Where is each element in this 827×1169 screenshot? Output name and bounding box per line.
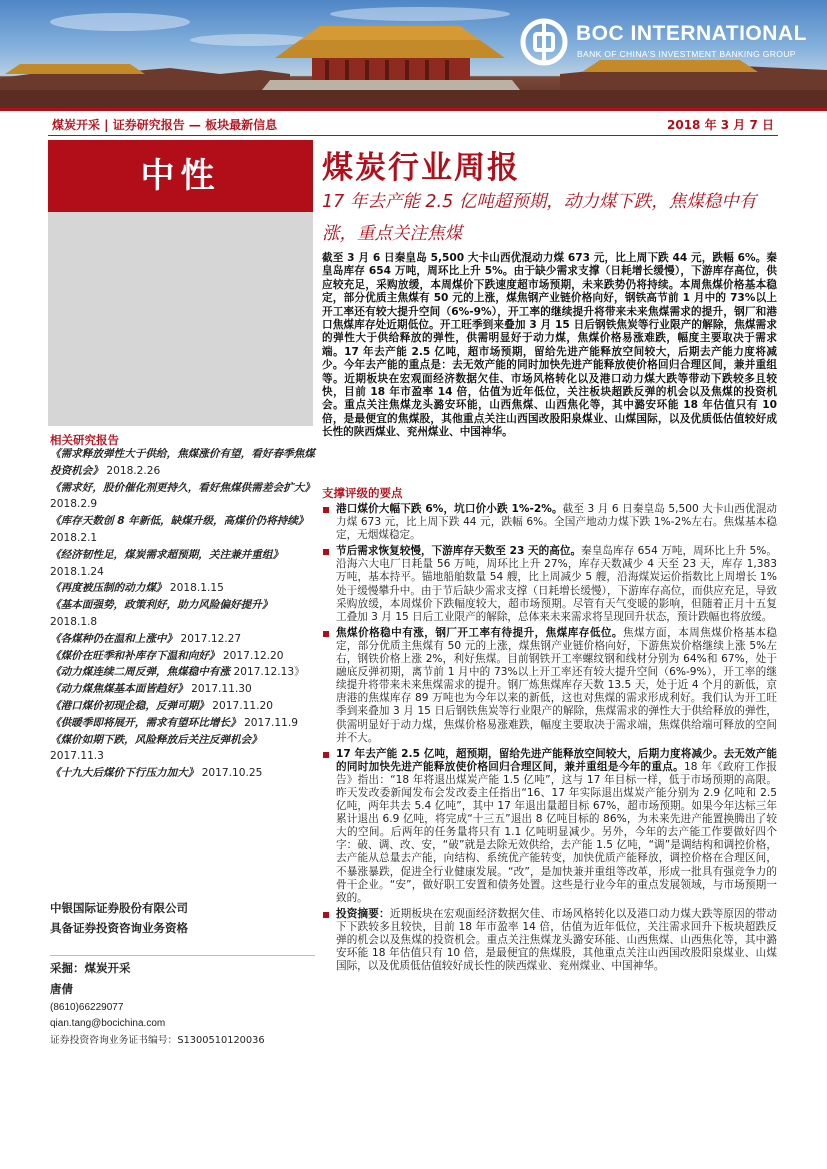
related-report-item[interactable] xyxy=(50,648,318,665)
header-divider xyxy=(0,108,827,111)
key-point-lead: 焦煤价格稳中有涨，钢厂开工率有待提升，焦煤库存低位。 xyxy=(336,626,623,639)
related-report-item[interactable] xyxy=(50,765,318,782)
related-report-title: 《动力煤焦煤基本面皆趋好》 xyxy=(50,683,188,696)
key-point-lead: 港口煤价大幅下跌 6%，坑口价小跌 1%-2%。 xyxy=(336,503,563,515)
related-report-title: 《动力煤连续二周反弹，焦煤稳中有涨 xyxy=(50,666,231,679)
key-points-list xyxy=(322,500,777,973)
key-points-heading: 支撑评级的要点 xyxy=(322,486,403,500)
sidebar-gray-panel xyxy=(48,212,313,426)
related-report-item[interactable] xyxy=(50,681,318,698)
related-report-title: 《基本面强势，政策利好，助力风险偏好提升》 xyxy=(50,599,273,612)
related-report-item[interactable] xyxy=(50,664,318,681)
related-report-title: 《煤价如期下跌，风险释放后关注反弹机会》 xyxy=(50,733,262,746)
related-report-title: 《再度被压制的动力煤》 xyxy=(50,582,167,595)
related-report-title: 《经济韧性足，煤炭需求超预期，关注兼并重组》 xyxy=(50,548,284,561)
related-report-item[interactable] xyxy=(50,580,318,597)
related-report-date: 2017.11.20 xyxy=(212,699,273,712)
brand-name: BOC INTERNATIONAL xyxy=(576,22,807,45)
analyst-phone: (8610)66229077 xyxy=(50,1002,124,1013)
related-report-item[interactable] xyxy=(50,597,318,631)
summary-paragraph: 截至 3 月 6 日秦皇岛 5,500 大卡山西优混动力煤 673 元，比上周下跌 44 元，跌幅 6%。秦皇岛库存 654 万吨，周环比上升 5%。由于缺少需求支撑（日耗增长缓慢），下游库存高位，供应较充足，采购放缓，本周煤价下跌速度超市场预期，未来跌势仍将持续。本周焦煤价格基本稳定，部分优质主焦煤有 50 元的上涨，煤焦钢产业链价格向好，钢铁高节前 1 月中的 73%以上开工率还有较大提升空间（6%-9%），开工率的继续提升将带来未来焦煤需求的提升，钢厂和港口焦煤库存处近期低位。开工旺季到来叠加 3 月 15 日后钢铁焦炭等行业限产的解除，焦煤需求的弹性大于供给释放的弹性，供需明显好于动力煤，焦煤价格易涨难跌，幅度主要取决于需求端。17 年去产能 2.5 亿吨，超市场预期，留给先进产能释放空间较大，后期去产能力度将减少。今年去产能的重点是：去无效产能的同时加快先进产能释放使价格回归合理区间，兼并重组等。近期板块在宏观面经济数据欠佳、市场风格转化以及港口动力煤大跌等带动下跌较多且较快，目前 18 年市盈率 14 倍，估值为近年低位，关注板块超跌反弹的机会以及焦煤的投资机会。重点关注焦煤龙头潞安环能，山西焦煤、山西焦化等，其中潞安环能 18 年估值只有 10 倍，是最便宜的焦煤股，其他重点关注山西国改股阳泉煤业、山煤国际，以及优质低估值较好成长性的陕西煤业、兖州煤业、中国神华。 xyxy=(322,252,777,439)
boc-logo-icon xyxy=(520,18,568,66)
related-report-date: 2017.11.9 xyxy=(244,716,298,729)
related-reports-heading: 相关研究报告 xyxy=(50,433,119,447)
related-report-title: 《需求好，股价催化剂更持久，看好焦煤供需差会扩大》 xyxy=(50,481,315,494)
related-report-date: 2018.2.26 xyxy=(106,464,161,477)
related-report-title: 《各煤种仍在温和上涨中》 xyxy=(50,632,178,645)
key-point xyxy=(322,627,777,745)
related-report-date: 2017.12.27 xyxy=(180,632,242,645)
header-banner xyxy=(0,0,827,108)
related-report-date: 2017.11.30 xyxy=(191,683,252,696)
company-name: 中银国际证券股份有限公司 xyxy=(50,901,188,915)
related-report-item[interactable] xyxy=(50,715,318,732)
company-qualification: 具备证券投资咨询业务资格 xyxy=(50,921,188,935)
report-subtitle: 17 年去产能 2.5 亿吨超预期，动力煤下跌，焦煤稳中有涨，重点关注焦煤 xyxy=(322,192,757,244)
report-title: 煤炭行业周报 xyxy=(322,150,520,186)
related-report-title: 《煤价在旺季和补库存下温和向好》 xyxy=(50,649,220,662)
related-report-item[interactable] xyxy=(50,513,318,547)
key-point-lead: 投资摘要： xyxy=(336,907,390,920)
rating-badge: 中性 xyxy=(48,140,313,212)
key-point xyxy=(322,503,777,542)
key-point-body: 秦皇岛库存 654 万吨，周环比上升 5%。沿海六大电厂日耗量 56 万吨，周环比上升 27%，库存天数减少 4 天至 23 天，库存 1,383 万吨，基本持平。锚地船舶数量 54 艘，比上周减少 5 艘，沿海煤炭运价指数比上周增长 1%处于缓慢攀升中。由于节后缺少需求支撑（日耗增长缓慢），下游库存高位，而供应充足，导致采购放缓，本周煤价下跌幅度较大，超市场预期。尽管有天气变暖的影响，但随着正月十五复工叠加 3 月 15 日后工业限产的解除，总体来未来需求将呈现回升状态，预计跌幅也将放缓。 xyxy=(336,545,777,623)
related-report-date: 2018.2.9 xyxy=(50,498,98,511)
related-report-title: 《港口煤价初现企稳，反弹可期》 xyxy=(50,699,209,712)
related-report-item[interactable] xyxy=(50,732,318,766)
analyst-sector: 采掘：煤炭开采 xyxy=(50,961,131,975)
report-category: 煤炭开采 | 证券研究报告 — 板块最新信息 xyxy=(52,118,278,132)
related-report-date: 2018.2.1 xyxy=(50,531,98,544)
related-report-date: 2018.1.15 xyxy=(169,582,224,595)
related-report-date: 2017.11.3 xyxy=(50,750,104,763)
key-point-lead: 17 年去产能 2.5 亿吨，超预期，留给先进产能释放空间较大，后期力度将减少。去无效产能的同时加快先进产能释放使价格回归合理区间，兼并重组是今年的重点。 xyxy=(336,747,777,773)
related-report-date: 2017.10.25 xyxy=(201,767,263,780)
related-report-date: 2017.12.13》 xyxy=(233,666,305,679)
related-report-title: 《需求释放弹性大于供给，焦煤涨价有望，看好春季焦煤投资机会》 xyxy=(50,448,315,477)
key-point xyxy=(322,748,777,905)
analyst-certificate: 证券投资咨询业务证书编号：S1300510120036 xyxy=(50,1035,265,1046)
brand-tagline: BANK OF CHINA'S INVESTMENT BANKING GROUP xyxy=(577,49,796,59)
related-report-date: 2018.1.8 xyxy=(50,615,98,628)
company-block xyxy=(50,898,188,938)
related-report-date: 2018.1.24 xyxy=(50,565,104,578)
key-point xyxy=(322,908,777,973)
related-report-item[interactable] xyxy=(50,480,318,514)
key-point xyxy=(322,545,777,624)
key-point-body: 焦煤方面，本周焦煤价格基本稳定，部分优质主焦煤有 50 元的上涨，煤焦钢产业链价格向好，下游焦炭价格继续上涨 5%左右，钢铁价格上涨 2%，利好焦煤。目前钢铁开工率螺纹钢和线材分别为 64%和 67%，处于融底反弹初期，离节前 1 月中的 73%以上开工率还有较大提升空间（6%-9%），开工率的继续提升将带来未来焦煤需求的提升。钢厂炼焦煤库存天数 13.5 天，处于近 4 个月的新低，京唐港的焦煤库存 89 万吨也为今年以来的新低，这也对焦煤的需求形成利好。我们认为开工旺季到来叠加 3 月 15 日后钢铁焦炭等行业限产的解除，焦煤需求的弹性大于供给释放的弹性，供需明显好于动力煤，焦煤价格易涨难跌，幅度主要取决于需求端，焦煤供给端可释放的空间并不大。 xyxy=(336,626,777,744)
analyst-email[interactable]: qian.tang@bocichina.com xyxy=(50,1018,166,1029)
boc-international-logo xyxy=(520,18,820,68)
related-report-date: 2017.12.20 xyxy=(222,649,284,662)
report-date: 2018 年 3 月 7 日 xyxy=(667,118,774,132)
related-report-item[interactable] xyxy=(50,547,318,581)
key-point-body: 近期板块在宏观面经济数据欠佳、市场风格转化以及港口动力煤大跌等原因的带动下下跌较多且较快，目前 18 年市盈率 14 倍，估值为近年低位，关注需求回升下板块超跌反弹的机会以及焦煤的投资机会。重点关注焦煤龙头潞安环能、山西焦煤、山西焦化等，其中潞安环能 18 年估值只有 10 倍，是最便宜的焦煤股，其他重点关注山西国改股阳泉煤业、山煤国际，以及优质低估值较好成长性的陕西煤业、兖州煤业、中国神华。 xyxy=(336,907,778,973)
related-report-title: 《供暖季即将展开，需求有望环比增长》 xyxy=(50,716,241,729)
analyst-block xyxy=(50,955,315,1049)
related-reports-list xyxy=(50,446,318,782)
key-point-lead: 节后需求恢复较慢，下游库存天数至 23 天的高位。 xyxy=(336,545,582,558)
key-point-body: 18 年《政府工作报告》指出：“18 年将退出煤炭产能 1.5 亿吨”，这与 17 年目标一样，低于市场预期的高限。昨天发改委新闻发布会发改委主任指出“16、17 年实际退出煤炭产能分别为 2.9 亿吨和 2.5 亿吨，两年共去 5.4 亿吨”，其中 17 年退出量超目标 67%，超市场预期。如果今年达标三年累计退出 6.9 亿吨，将完成“十三五”退出 8 亿吨目标的 86%，为未来先进产能置换腾出了较大的空间。后两年的任务量将只有 1.1 亿吨明显减少。另外，今年的去产能工作要做好四个字：破、调、改、安，“破”就是去除无效供给，去产能 1.5 亿吨，“调”是调结构和调控价格，去产能从总量去产能，向结构、系统优产能转变，加快优质产能释放，调控价格在合理区间，不暴涨暴跌，促进全行业健康发展。“改”，是加快兼并重组等改革，形成一批具有强竞争力的骨干企业。“安”，做好职工安置和债务处置。这些是行业今年的重点发展领域，与市场预期一致的。 xyxy=(336,760,777,904)
report-category-bar xyxy=(48,113,778,136)
analyst-name: 唐倩 xyxy=(50,982,73,996)
related-report-item[interactable] xyxy=(50,698,318,715)
related-report-item[interactable] xyxy=(50,631,318,648)
key-point-body: 截至 3 月 6 日秦皇岛 5,500 大卡山西优混动力煤 673 元，比上周下跌 44 元，跌幅 6%。全国产地动力煤下跌 1%-2%左右。焦煤基本稳定，无烟煤稳定。 xyxy=(336,503,777,542)
related-report-item[interactable] xyxy=(50,446,318,480)
related-report-title: 《十九大后煤价下行压力加大》 xyxy=(50,767,199,780)
related-report-title: 《库存天数创 8 年新低，缺煤升级，高煤价仍将持续》 xyxy=(50,515,309,528)
